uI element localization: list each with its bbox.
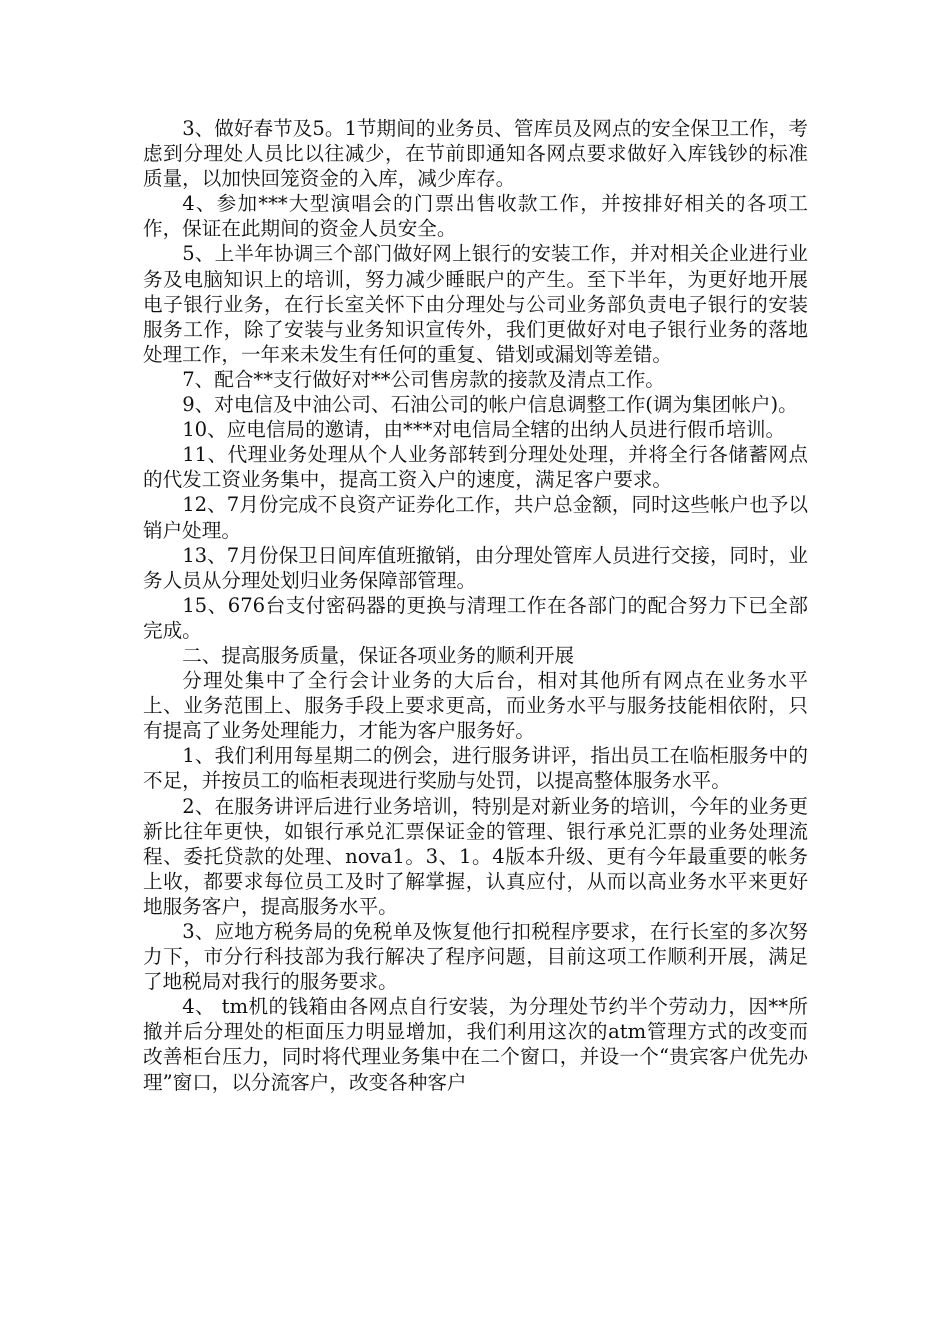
- paragraph-back-office: 分理处集中了全行会计业务的大后台，相对其他所有网点在业务水平上、业务范围上、服务手段上要求更高，而业务水平与服务技能相依附，只有提高了业务处理能力，才能为客户服务好。: [143, 669, 808, 743]
- paragraph-spring-festival-security: 3、做好春节及5。1节期间的业务员、管库员及网点的安全保卫工作，考虑到分理处人员比以往减少，在节前即通知各网点要求做好入库钱钞的标准质量，以加快回笼资金的入库，减少库存。: [143, 117, 808, 191]
- paragraph-counterfeit-training: 10、应电信局的邀请，由***对电信局全辖的出纳人员进行假币培训。: [182, 418, 786, 442]
- paragraph-agency-business: 11、代理业务处理从个人业务部转到分理处处理，并将全行各储蓄网点的代发工资业务集中，提高工资入户的速度，满足客户要求。: [143, 443, 808, 492]
- paragraph-atm-cashbox: 4、 tm机的钱箱由各网点自行安装，为分理处节约半个劳动力，因**所撤并后分理处的柜面压力明显增加，我们利用这次的atm管理方式的改变而改善柜台压力，同时将代理业务集中在二个窗口，并设一个“贵宾客户优先办理”窗口，以分流客户，改变各种客户: [143, 995, 808, 1094]
- paragraph-account-adjustment: 9、对电信及中油公司、石油公司的帐户信息调整工作(调为集团帐户)。: [182, 393, 798, 417]
- paragraph-housing-payment: 7、配合**支行做好对**公司售房款的接款及清点工作。: [182, 367, 665, 391]
- paragraph-online-banking: 5、上半年协调三个部门做好网上银行的安装工作，并对相关企业进行业务及电脑知识上的培训，努力减少睡眠户的产生。至下半年，为更好地开展电子银行业务，在行长室关怀下由分理处与公司业务部负责电子银行的安装服务工作，除了安装与业务知识宣传外，我们更做好对电子银行业务的落地处理工作，一年来未发生有任何的重复、错划或漏划等差错。: [143, 242, 808, 366]
- paragraph-tax-program: 3、应地方税务局的免税单及恢复他行扣税程序要求，在行长室的多次努力下，市分行科技部为我行解决了程序问题，目前这项工作顺利开展，满足了地税局对我行的服务要求。: [143, 920, 808, 994]
- paragraph-vault-duty: 13、7月份保卫日间库值班撤销，由分理处管库人员进行交接，同时，业务人员从分理处划归业务保障部管理。: [143, 543, 808, 592]
- document-page: [143, 116, 808, 1095]
- paragraph-weekly-meeting: 1、我们利用每星期二的例会，进行服务讲评，指出员工在临柜服务中的不足，并按员工的临柜表现进行奖励与处罚，以提高整体服务水平。: [143, 744, 808, 793]
- section-heading-service-quality: 二、提高服务质量，保证各项业务的顺利开展: [182, 643, 575, 667]
- paragraph-securitization: 12、7月份完成不良资产证券化工作，共户总金额，同时这些帐户也予以销户处理。: [143, 493, 808, 542]
- paragraph-concert-tickets: 4、参加***大型演唱会的门票出售收款工作，并按排好相关的各项工作，保证在此期间的资金人员安全。: [143, 192, 808, 241]
- paragraph-password-devices: 15、676台支付密码器的更换与清理工作在各部门的配合努力下已全部完成。: [143, 593, 808, 642]
- paragraph-business-training: 2、在服务讲评后进行业务培训，特别是对新业务的培训，今年的业务更新比往年更快，如银行承兑汇票保证金的管理、银行承兑汇票的业务处理流程、委托贷款的处理、nova1。3、1。4版本升级、更有今年最重要的帐务上收，都要求每位员工及时了解掌握，认真应付，从而以高业务水平来更好地服务客户，提高服务水平。: [143, 794, 808, 918]
